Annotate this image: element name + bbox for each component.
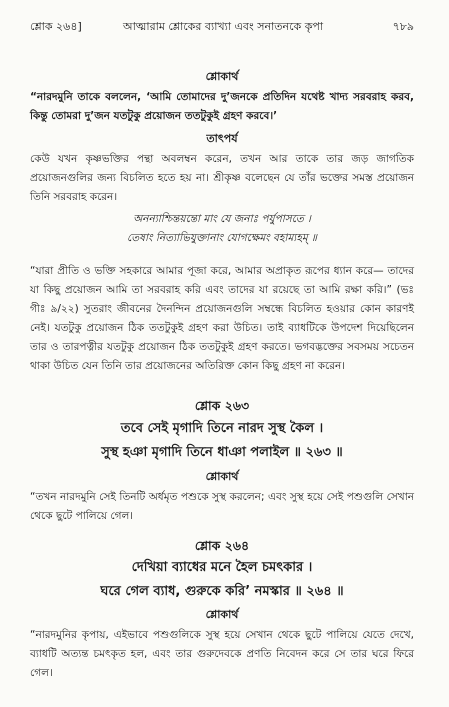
- sanskrit-verse-line-1: অনন্যাশ্চিন্তয়ন্তো মাং যে জনাঃ পর্যুপাসতে ।: [133, 213, 311, 225]
- purport-heading: তাৎপর্য: [206, 132, 238, 145]
- translation-heading: শ্লোকার্থ: [205, 70, 239, 83]
- verse-264-label: শ্লোক ২৬৪: [194, 538, 250, 553]
- sanskrit-verse-line-2: তেষাং নিত্যাভিযুক্তানাং যোগক্ষেমং বহাম্যহম্ ॥: [127, 232, 317, 244]
- translation-text: “নারদমুনি তাকে বললেন, ‘আমি তোমাদের দু’জনকে প্রতিদিন যথেষ্ট খাদ্য সরবরাহ করব, কিন্তু তোমরা দু’জন যতটুকু প্রয়োজন ততটুকুই গ্রহণ করবে।’: [30, 91, 414, 122]
- running-header: [30, 18, 414, 34]
- page-number: ৭৮৯: [392, 20, 414, 33]
- header-verse-ref: শ্লোক ২৬৪]: [30, 20, 82, 33]
- verse-264-translation: “নারদমুনির কৃপায়, এইভাবে পশুগুলিকে সুস্থ হয়ে সেখান থেকে ছুটে পালিয়ে যেতে দেখে, ব্যাধটি অত্যন্ত চমৎকৃত হল, এবং তার গুরুদেবকে প্রণতি নিবেদন করে সে তার ঘরে ফিরে গেল।: [30, 629, 414, 679]
- verse-263-translation: “তখন নারদমুনি সেই তিনটি অর্ধমৃত পশুকে সুস্থ করলেন; এবং সুস্থ হয়ে সেই পশুগুলি সেখান থেকে ছুটে পালিয়ে গেল।: [30, 491, 414, 522]
- verse-263-line-2: সুস্থ হঞা মৃগাদি তিনে ধাঞা পলাইল ॥ ২৬৩ ॥: [101, 445, 343, 460]
- verse-264-line-2: ঘরে গেল ব্যাধ, গুরুকে করি’ নমস্কার ॥ ২৬৪ ॥: [100, 584, 344, 599]
- verse-264-line-1: দেখিয়া ব্যাধের মনে হৈল চমৎকার ।: [131, 560, 313, 575]
- verse-263-translation-heading: শ্লোকার্থ: [205, 470, 239, 483]
- header-title: আত্মারাম শ্লোকের ব্যাখ্যা এবং সনাতনকে কৃপা: [122, 20, 324, 33]
- purport-paragraph-2: “যারা প্রীতি ও ভক্তি সহকারে আমার পূজা করে, আমার অপ্রাকৃত রূপের ধ্যান করে— তাদের যা কিছু প্রয়োজন আমি তা সরবরাহ করি এবং তাদের যা রয়েছে তা আমি রক্ষা করি।” (ভঃ গীঃ ৯/২২) সুতরাং জীবনের দৈনন্দিন প্রয়োজনগুলি সম্বন্ধে বিচলিত হওয়ার কোন কারণই নেই। যতটুকু প্রয়োজন ঠিক ততটুকুই গ্রহণ করা উচিত। তাই ব্যাধটিকে উপদেশ দিয়েছিলেন তার ও তারপত্নীর যতটুকু প্রয়োজন ঠিক ততটুকুই গ্রহণ করতে। ভগবদ্ভক্তের সবসময় সচেতন থাকা উচিত যেন তিনি তার প্রয়োজনের অতিরিক্ত কোন কিছু গ্রহণ না করেন।: [30, 265, 414, 372]
- verse-264-translation-heading: শ্লোকার্থ: [205, 608, 239, 621]
- purport-paragraph-1: কেউ যখন কৃষ্ণভক্তির পন্থা অবলম্বন করেন, তখন আর তাকে তার জড় জাগতিক প্রয়োজনগুলির জন্য বিচলিত হতে হয় না। শ্রীকৃষ্ণ বলেছেন যে তাঁর ভক্তের সমস্ত প্রয়োজন তিনি সরবরাহ করেন।: [30, 153, 414, 203]
- verse-263-label: শ্লোক ২৬৩: [194, 398, 250, 413]
- verse-263-line-1: তবে সেই মৃগাদি তিনে নারদ সুস্থ কৈল ।: [120, 421, 324, 436]
